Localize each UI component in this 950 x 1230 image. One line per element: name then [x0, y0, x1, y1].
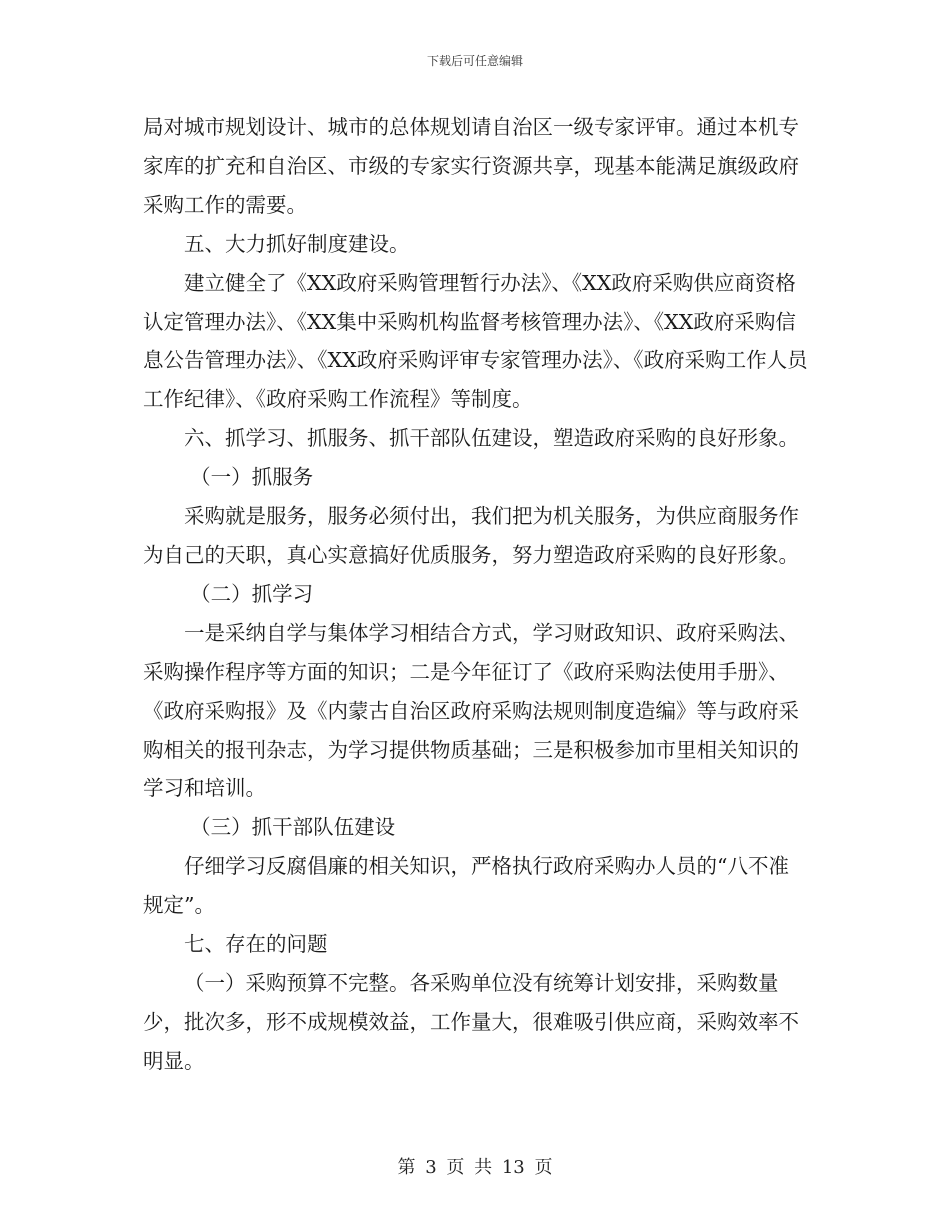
paragraph: （一）采购预算不完整。各采购单位没有统筹计划安排，采购数量少，批次多，形不成规模效益，工作量大，很难吸引供应商，采购效率不明显。 — [143, 970, 799, 1073]
section-heading: 五、大力抓好制度建设。 — [184, 231, 410, 256]
paragraph: 建立健全了《XX政府采购管理暂行办法》、《XX政府采购供应商资格认定管理办法》、《XX集中采购机构监督考核管理办法》、《XX政府采购信息公告管理办法》、《XX政府采购评审专家管理办法》、《政府采购工作人员工作纪律》、《政府采购工作流程》等制度。 — [143, 270, 808, 412]
paragraph: 采购就是服务，服务必须付出，我们把为机关服务，为供应商服务作为自己的天职，真心实意搞好优质服务，努力塑造政府采购的良好形象。 — [143, 504, 799, 567]
subsection-heading: （一）抓服务 — [190, 465, 314, 490]
section-heading: 七、存在的问题 — [184, 932, 328, 957]
paragraph: 局对城市规划设计、城市的总体规划请自治区一级专家评审。通过本机专家库的扩充和自治区、市级的专家实行资源共享，现基本能满足旗级政府采购工作的需要。 — [143, 115, 799, 217]
page-number: 第 3 页 共 13 页 — [397, 1157, 553, 1178]
page-header-note: 下载后可任意编辑 — [426, 54, 523, 68]
subsection-heading: （二）抓学习 — [190, 581, 314, 606]
document-body — [143, 108, 808, 1081]
subsection-heading: （三）抓干部队伍建设 — [190, 815, 396, 840]
paragraph: 仔细学习反腐倡廉的相关知识，严格执行政府采购办人员的“八不准规定”。 — [143, 854, 789, 918]
section-heading: 六、抓学习、抓服务、抓干部队伍建设，塑造政府采购的良好形象。 — [184, 426, 799, 451]
paragraph: 一是采纳自学与集体学习相结合方式，学习财政知识、政府采购法、采购操作程序等方面的知识；二是今年征订了《政府采购法使用手册》、《政府采购报》及《内蒙古自治区政府采购法规则制度造编》等与政府采购相关的报刊杂志，为学习提供物质基础；三是积极参加市里相关知识的学习和培训。 — [143, 620, 799, 801]
